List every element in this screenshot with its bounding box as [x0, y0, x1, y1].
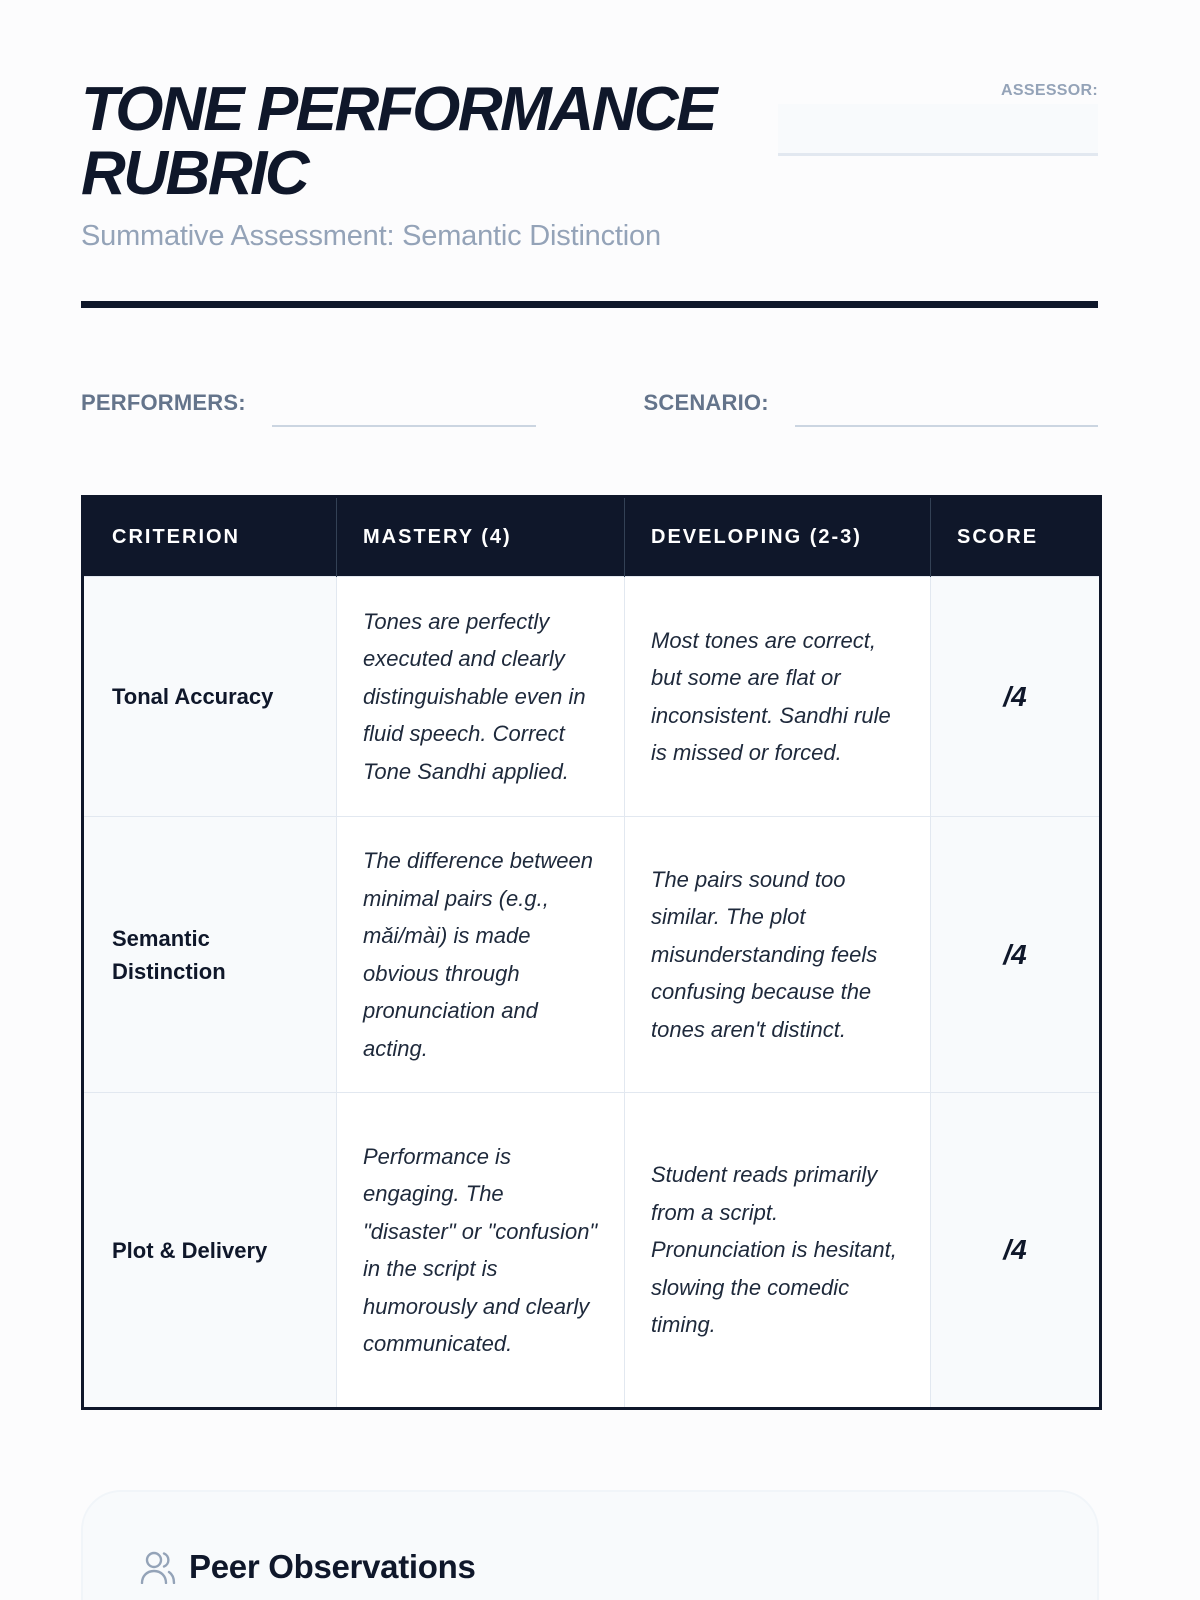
mastery-cell: Performance is engaging. The "disaster" or "confusion" in the script is humorously and clearly communicated.	[337, 1093, 625, 1409]
column-header-score: SCORE	[931, 497, 1101, 577]
page-subtitle: Summative Assessment: Semantic Distinction	[81, 220, 661, 252]
table-row	[83, 577, 1101, 817]
scenario-field[interactable]	[795, 393, 1098, 427]
mastery-cell: The difference between minimal pairs (e.g., mǎi/mài) is made obvious through pronunciation and acting.	[337, 817, 625, 1093]
performers-group	[81, 390, 590, 428]
assessor-block	[778, 82, 1098, 156]
column-header-criterion: CRITERION	[83, 497, 337, 577]
page-header	[81, 0, 1098, 308]
criterion-cell: Plot & Delivery	[83, 1093, 337, 1409]
scenario-group	[590, 390, 1099, 428]
score-cell[interactable]: /4	[931, 817, 1101, 1093]
page-title: TONE PERFORMANCE RUBRIC	[81, 75, 716, 208]
performers-field[interactable]	[272, 393, 536, 427]
peer-observations-title: Peer Observations	[189, 1548, 476, 1585]
table-header-row	[83, 497, 1101, 577]
scenario-label: SCENARIO:	[643, 390, 769, 415]
developing-cell: The pairs sound too similar. The plot misunderstanding feels confusing because the tones aren't distinct.	[625, 817, 931, 1093]
score-cell[interactable]: /4	[931, 577, 1101, 817]
rubric-table	[81, 495, 1102, 1410]
peer-observations-card	[81, 1490, 1099, 1600]
peer-observations-header	[139, 1548, 1041, 1586]
score-cell[interactable]: /4	[931, 1093, 1101, 1409]
criterion-cell: Semantic Distinction	[83, 817, 337, 1093]
performers-label: PERFORMERS:	[81, 390, 246, 415]
criterion-cell: Tonal Accuracy	[83, 577, 337, 817]
developing-cell: Most tones are correct, but some are flat or inconsistent. Sandhi rule is missed or forced.	[625, 577, 931, 817]
assessor-label: ASSESSOR:	[1001, 82, 1098, 99]
column-header-mastery: MASTERY (4)	[337, 497, 625, 577]
developing-cell: Student reads primarily from a script. Pronunciation is hesitant, slowing the comedic timing.	[625, 1093, 931, 1409]
column-header-developing: DEVELOPING (2-3)	[625, 497, 931, 577]
users-icon	[139, 1550, 177, 1584]
table-row	[83, 1093, 1101, 1409]
table-row	[83, 817, 1101, 1093]
mastery-cell: Tones are perfectly executed and clearly distinguishable even in fluid speech. Correct Tone Sandhi applied.	[337, 577, 625, 817]
assessor-field[interactable]	[778, 104, 1098, 156]
meta-fields	[81, 308, 1098, 428]
